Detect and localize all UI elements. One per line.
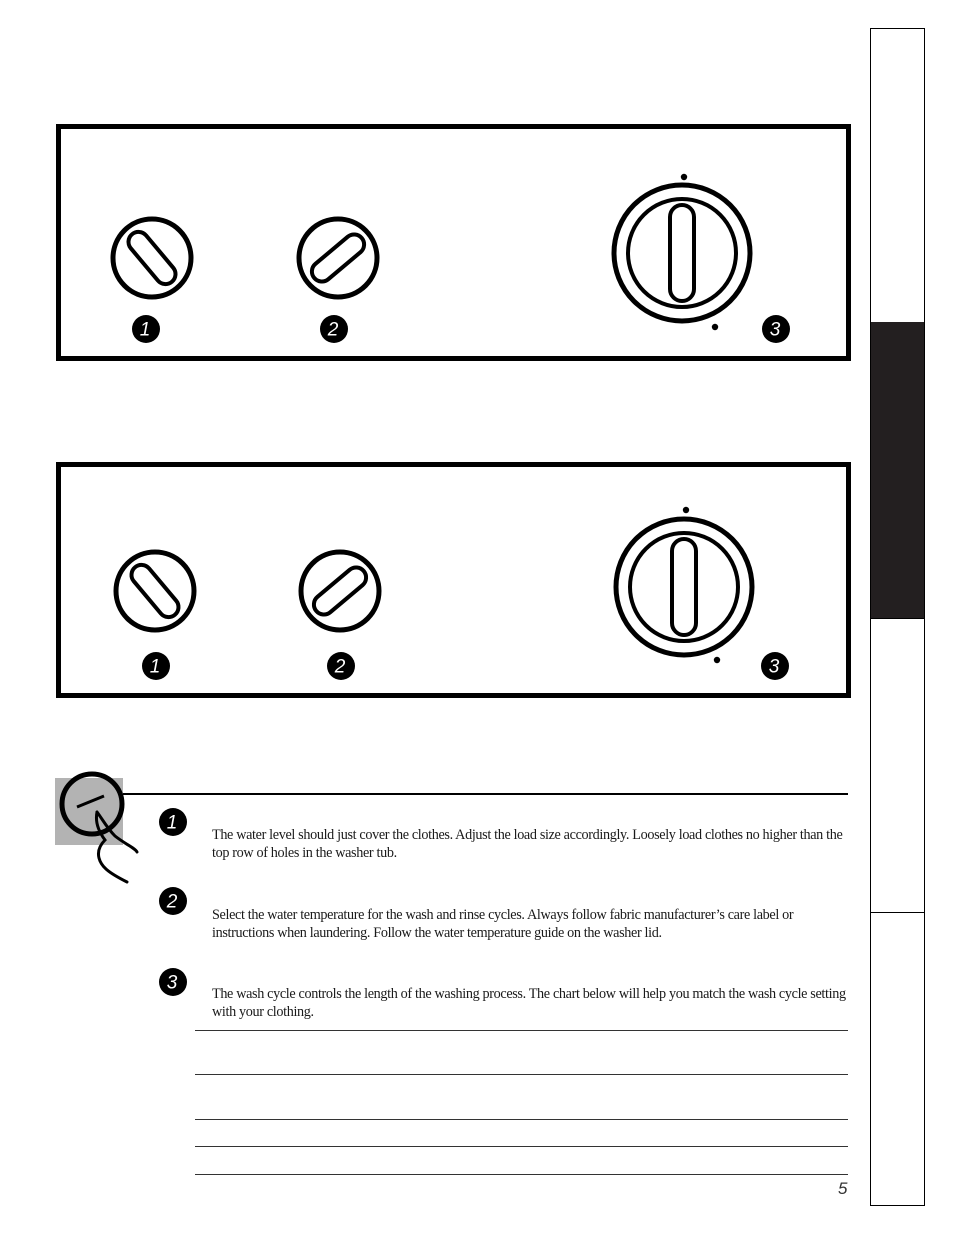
wash-cycle-dial[interactable] <box>614 185 750 321</box>
wash-cycle-dial[interactable] <box>616 519 752 655</box>
table-rule <box>195 1119 848 1120</box>
instruction-number-2 <box>158 886 188 916</box>
side-tab-active <box>870 322 925 618</box>
water-level-knob[interactable] <box>116 552 194 630</box>
water-temperature-knob[interactable] <box>299 219 377 297</box>
callout-1 <box>141 651 171 681</box>
dial-marker-dot <box>712 324 718 330</box>
svg-text:1: 1 <box>139 319 151 341</box>
callout-3 <box>760 651 790 681</box>
table-rule <box>195 1174 848 1175</box>
table-rule <box>195 1030 848 1031</box>
side-tab-4 <box>870 912 925 1206</box>
svg-text:3: 3 <box>768 656 780 678</box>
table-rule <box>195 1074 848 1075</box>
svg-text:3: 3 <box>769 319 781 341</box>
svg-text:2: 2 <box>327 319 339 341</box>
water-temperature-knob[interactable] <box>301 552 379 630</box>
svg-text:3: 3 <box>166 972 178 994</box>
section-rule <box>123 793 848 795</box>
instruction-text-2: Select the water temperature for the wash and rinse cycles. Always follow fabric manufacturer’s care label or instructions when laundering. Follow the water temperature guide on the washer lid. <box>212 907 794 941</box>
hand-dial-icon <box>55 762 145 884</box>
svg-text:1: 1 <box>166 812 178 834</box>
instruction-text-1: The water level should just cover the clothes. Adjust the load size accordingly. Loosely load clothes no higher than the top row of holes in the washer tub. <box>212 827 843 861</box>
side-tab-1 <box>870 28 925 322</box>
table-rule <box>195 1146 848 1147</box>
dial-marker-dot <box>683 507 689 513</box>
side-tab-3 <box>870 618 925 912</box>
instruction-number-3 <box>158 967 188 997</box>
control-panel-1 <box>56 124 851 361</box>
callout-3 <box>761 314 791 344</box>
callout-2 <box>319 314 349 344</box>
water-level-knob[interactable] <box>113 219 191 297</box>
svg-text:1: 1 <box>149 656 161 678</box>
callout-2 <box>326 651 356 681</box>
svg-text:2: 2 <box>166 891 178 913</box>
control-panel-2 <box>56 462 851 698</box>
dial-marker-dot <box>681 174 687 180</box>
dial-marker-dot <box>714 657 720 663</box>
svg-text:2: 2 <box>334 656 346 678</box>
page-number: 5 <box>838 1179 848 1198</box>
instruction-text-3: The wash cycle controls the length of the washing process. The chart below will help you match the wash cycle setting with your clothing. <box>212 986 846 1020</box>
callout-1 <box>131 314 161 344</box>
instruction-number-1 <box>158 807 188 837</box>
